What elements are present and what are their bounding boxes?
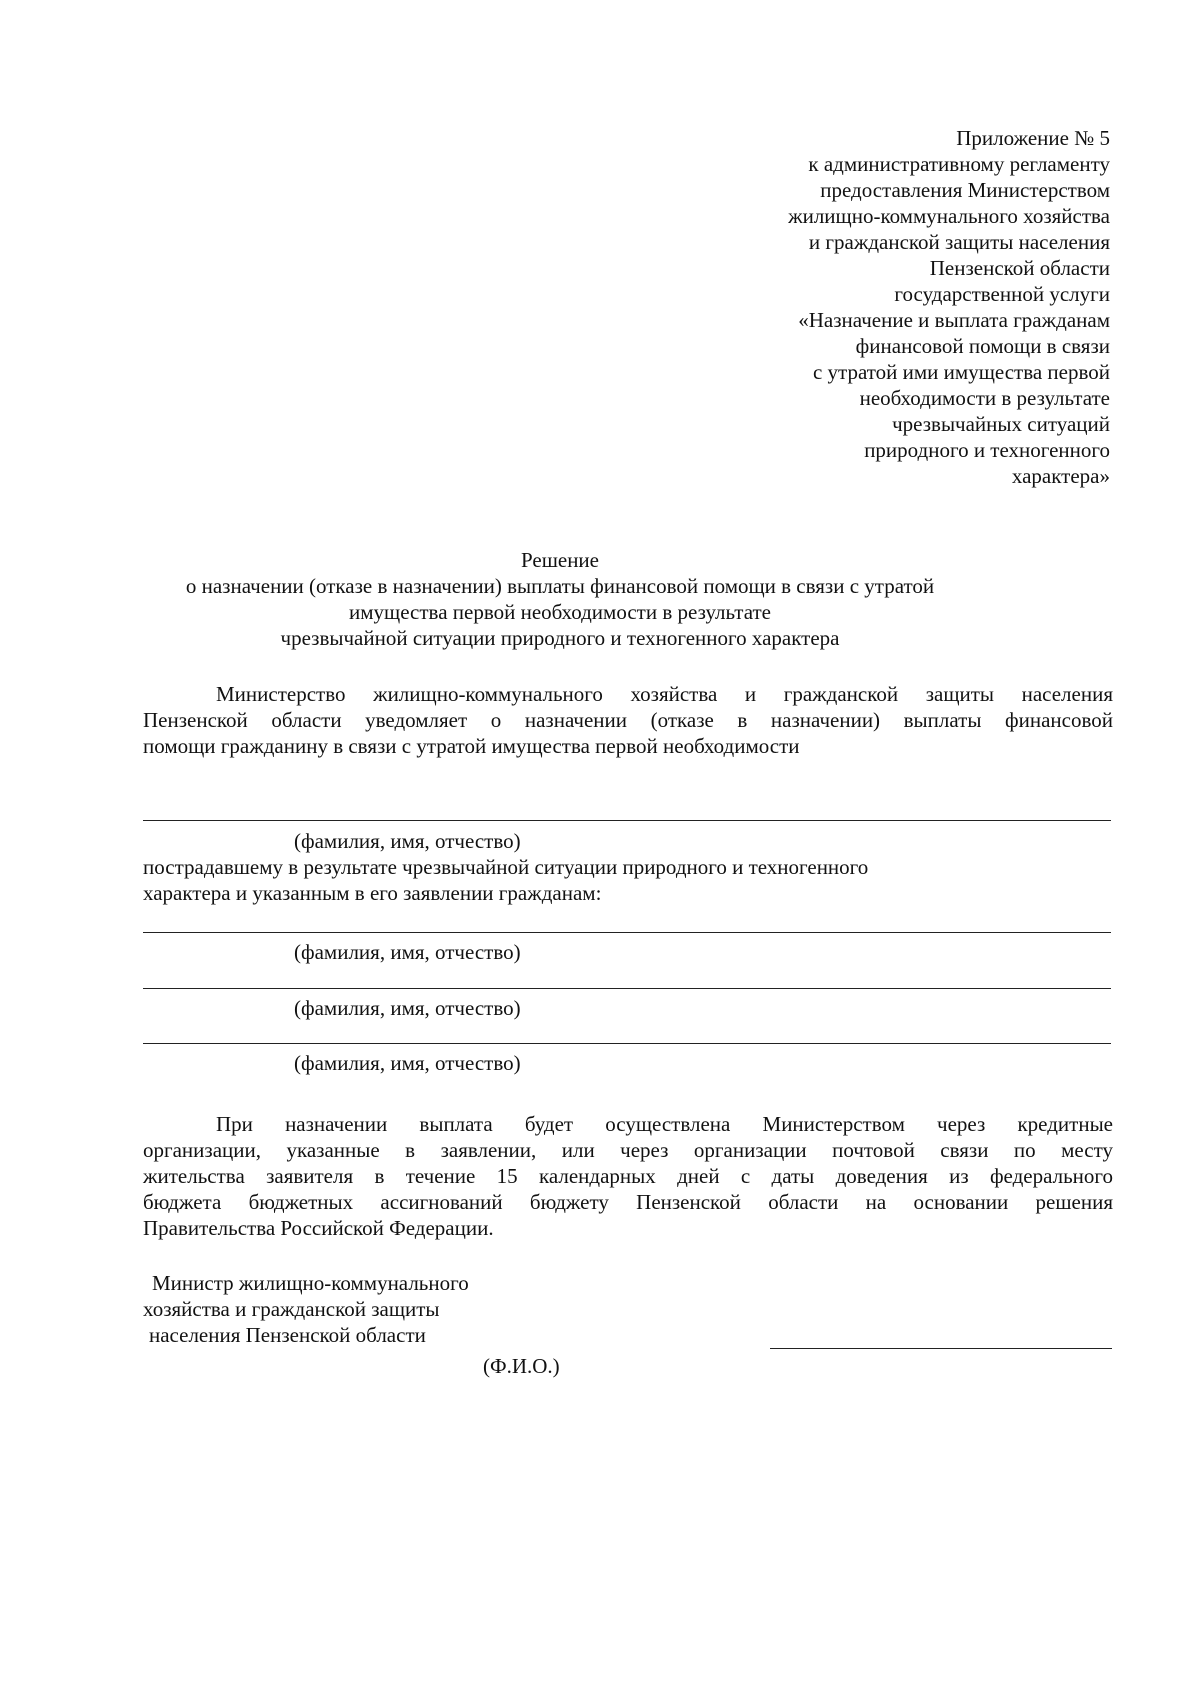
appendix-line: необходимости в результате [859, 386, 1110, 410]
appendix-header [590, 125, 1110, 489]
appendix-line: Пензенской области [929, 256, 1110, 280]
family-member-2-fio-field[interactable] [143, 988, 1111, 989]
payment-line: Правительства Российской Федерации. [143, 1216, 494, 1240]
appendix-line: предоставления Министерством [820, 178, 1110, 202]
applicant-fio-caption: (фамилия, имя, отчество) [294, 829, 521, 853]
appendix-line: чрезвычайных ситуаций [892, 412, 1110, 436]
signatory-position-line: хозяйства и гражданской защиты [143, 1297, 440, 1321]
victim-text-line: пострадавшему в результате чрезвычайной ситуации природного и техногенного [143, 855, 869, 879]
signature-field[interactable] [770, 1348, 1112, 1349]
applicant-fio-field[interactable] [143, 820, 1111, 821]
payment-line: жительства заявителя в течение 15 календарных дней с даты доведения из федерального [143, 1164, 1113, 1188]
family-member-1-fio-field[interactable] [143, 932, 1111, 933]
family-member-3-fio-field[interactable] [143, 1043, 1111, 1044]
appendix-line: Приложение № 5 [956, 126, 1110, 150]
payment-line: организации, указанные в заявлении, или через организации почтовой связи по месту [143, 1138, 1113, 1162]
signatory-position-line: населения Пензенской области [149, 1323, 426, 1347]
appendix-line: с утратой ими имущества первой [812, 360, 1110, 384]
document-title [140, 547, 980, 651]
family-member-2-fio-caption: (фамилия, имя, отчество) [294, 996, 521, 1020]
family-member-1-fio-caption: (фамилия, имя, отчество) [294, 940, 521, 964]
payment-paragraph [143, 1111, 1113, 1241]
intro-line: Министерство жилищно-коммунального хозяйства и гражданской защиты населения [216, 682, 1113, 706]
appendix-line: финансовой помощи в связи [855, 334, 1110, 358]
title-line: чрезвычайной ситуации природного и техногенного характера [280, 626, 840, 650]
title-line: имущества первой необходимости в результате [349, 600, 771, 624]
appendix-line: и гражданской защиты населения [808, 230, 1110, 254]
signatory-position-line: Министр жилищно-коммунального [152, 1271, 469, 1295]
appendix-line: жилищно-коммунального хозяйства [788, 204, 1110, 228]
intro-line: помощи гражданину в связи с утратой имущества первой необходимости [143, 734, 800, 758]
intro-paragraph [143, 681, 1113, 759]
appendix-line: к административному регламенту [808, 152, 1110, 176]
title-heading: Решение [520, 548, 599, 572]
victim-text-line: характера и указанным в его заявлении гражданам: [143, 881, 602, 905]
family-member-3-fio-caption: (фамилия, имя, отчество) [294, 1051, 521, 1075]
payment-line: бюджета бюджетных ассигнований бюджету Пензенской области на основании решения [143, 1190, 1113, 1214]
appendix-line: государственной услуги [894, 282, 1110, 306]
appendix-line: «Назначение и выплата гражданам [798, 308, 1110, 332]
title-line: о назначении (отказе в назначении) выплаты финансовой помощи в связи с утратой [185, 574, 935, 598]
appendix-line: характера» [1011, 464, 1110, 488]
signatory-fio-label: (Ф.И.О.) [483, 1354, 560, 1378]
payment-line: При назначении выплата будет осуществлена Министерством через кредитные [216, 1112, 1113, 1136]
intro-line: Пензенской области уведомляет о назначении (отказе в назначении) выплаты финансовой [143, 708, 1113, 732]
appendix-line: природного и техногенного [864, 438, 1110, 462]
